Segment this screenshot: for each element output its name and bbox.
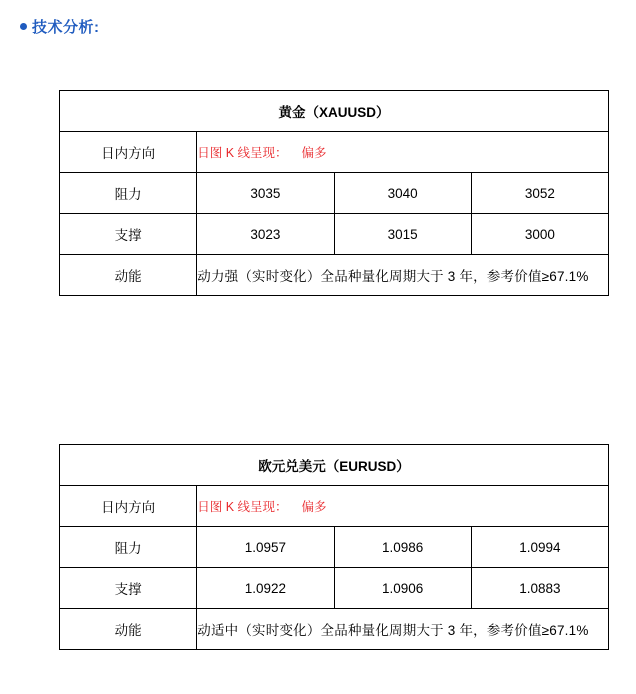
eurusd-support-1: 1.0922	[197, 568, 334, 609]
table-row	[60, 91, 609, 132]
eurusd-table-title: 欧元兑美元（EURUSD）	[60, 445, 609, 486]
table-row	[60, 568, 609, 609]
table-row	[60, 255, 609, 296]
gold-momentum-label: 动能	[60, 255, 197, 296]
eurusd-direction-prefix: 日图 K 线呈现：	[197, 500, 288, 514]
gold-table-title: 黄金（XAUUSD）	[60, 91, 609, 132]
gold-table	[59, 90, 609, 296]
gold-resistance-3: 3052	[471, 173, 608, 214]
page-title: 技术分析:	[32, 19, 100, 36]
eurusd-resistance-label: 阻力	[60, 527, 197, 568]
gold-support-2: 3015	[334, 214, 471, 255]
eurusd-momentum-label: 动能	[60, 609, 197, 650]
eurusd-resistance-1: 1.0957	[197, 527, 334, 568]
eurusd-support-label: 支撑	[60, 568, 197, 609]
table-row	[60, 132, 609, 173]
gold-direction-label: 日内方向	[60, 132, 197, 173]
section-heading	[20, 16, 100, 37]
eurusd-table	[59, 444, 609, 650]
eurusd-resistance-2: 1.0986	[334, 527, 471, 568]
table-row	[60, 445, 609, 486]
eurusd-support-2: 1.0906	[334, 568, 471, 609]
table-row	[60, 173, 609, 214]
gold-support-1: 3023	[197, 214, 334, 255]
eurusd-momentum-text: 动适中（实时变化）全品种量化周期大于 3 年，参考价值≥67.1%	[197, 609, 609, 650]
gold-momentum-text: 动力强（实时变化）全品种量化周期大于 3 年，参考价值≥67.1%	[197, 255, 609, 296]
table-row	[60, 609, 609, 650]
gold-direction-value: 偏多	[301, 146, 327, 160]
table-row	[60, 527, 609, 568]
gold-support-label: 支撑	[60, 214, 197, 255]
gold-direction-cell	[197, 132, 609, 173]
table-row	[60, 486, 609, 527]
gold-resistance-1: 3035	[197, 173, 334, 214]
gold-support-3: 3000	[471, 214, 608, 255]
eurusd-direction-value: 偏多	[301, 500, 327, 514]
bullet-dot-icon	[20, 23, 27, 30]
gold-resistance-label: 阻力	[60, 173, 197, 214]
eurusd-direction-label: 日内方向	[60, 486, 197, 527]
eurusd-support-3: 1.0883	[471, 568, 608, 609]
eurusd-table-wrapper	[59, 444, 609, 650]
table-row	[60, 214, 609, 255]
eurusd-direction-cell	[197, 486, 609, 527]
eurusd-resistance-3: 1.0994	[471, 527, 608, 568]
gold-table-wrapper	[59, 90, 609, 296]
gold-resistance-2: 3040	[334, 173, 471, 214]
gold-direction-prefix: 日图 K 线呈现：	[197, 146, 288, 160]
